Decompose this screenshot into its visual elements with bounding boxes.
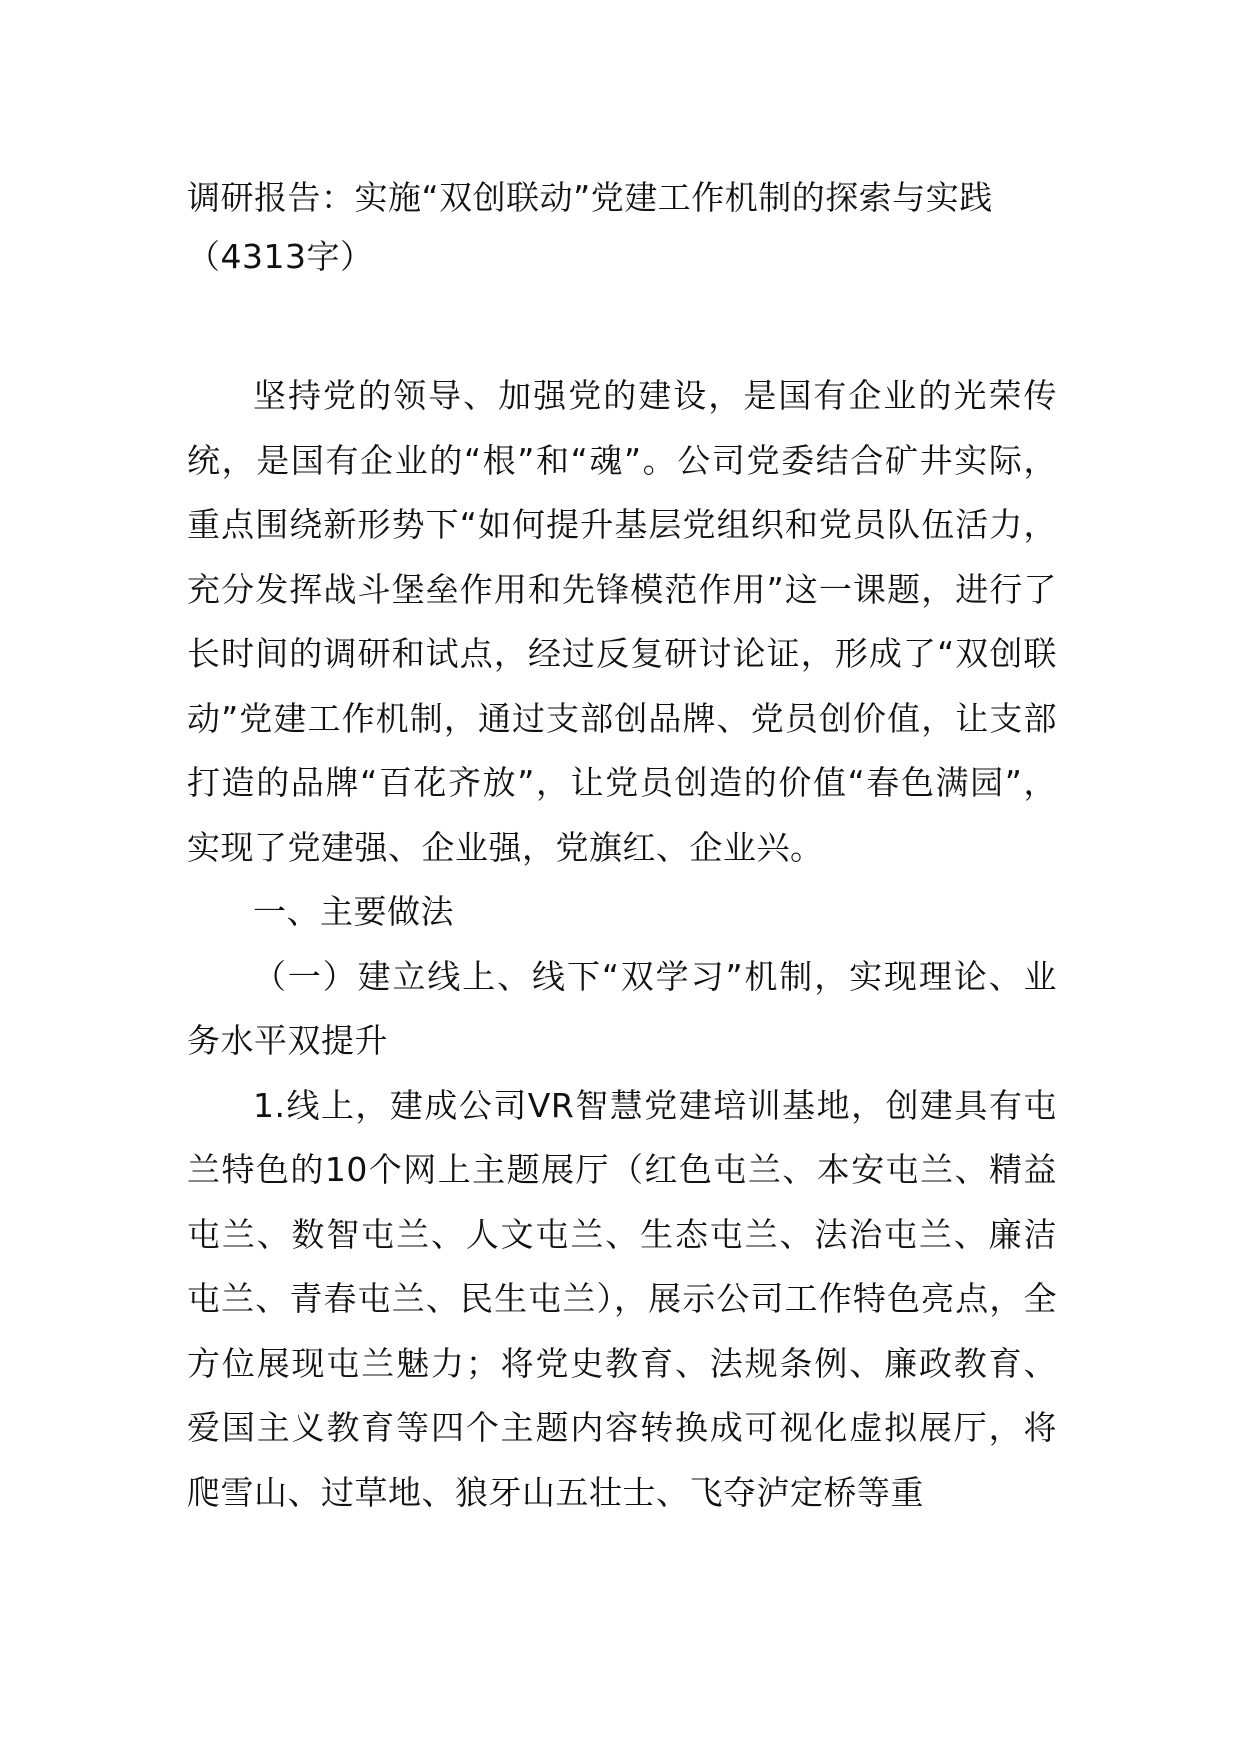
intro-paragraph: 坚持党的领导、加强党的建设，是国有企业的光荣传统，是国有企业的“根”和“魂”。公司党委结合矿井实际，重点围绕新形势下“如何提升基层党组织和党员队伍活力，充分发挥战斗堡垒作用和先锋模范作用”这一课题，进行了长时间的调研和试点，经过反复研讨论证，形成了“双创联动”党建工作机制，通过支部创品牌、党员创价值，让支部打造的品牌“百花齐放”，让党员创造的价值“春色满园”，实现了党建强、企业强，党旗红、企业兴。 [187, 376, 1057, 867]
item-paragraph-online: 1.线上，建成公司VR智慧党建培训基地，创建具有屯兰特色的10个网上主题展厅（红色屯兰、本安屯兰、精益屯兰、数智屯兰、人文屯兰、生态屯兰、法治屯兰、廉洁屯兰、青春屯兰、民生屯兰），展示公司工作特色亮点，全方位展现屯兰魅力；将党史教育、法规条例、廉政教育、爱国主义教育等四个主题内容转换成可视化虚拟展厅，将爬雪山、过草地、狼牙山五壮士、飞夺泸定桥等重 [187, 1085, 1057, 1512]
subsection-heading-dual-learning: （一）建立线上、线下“双学习”机制，实现理论、业务水平双提升 [187, 956, 1057, 1060]
section-heading-main-practices: 一、主要做法 [253, 892, 454, 931]
document-body [187, 364, 1057, 1525]
document-title: 调研报告：实施“双创联动”党建工作机制的探索与实践（4313字） [187, 178, 993, 276]
